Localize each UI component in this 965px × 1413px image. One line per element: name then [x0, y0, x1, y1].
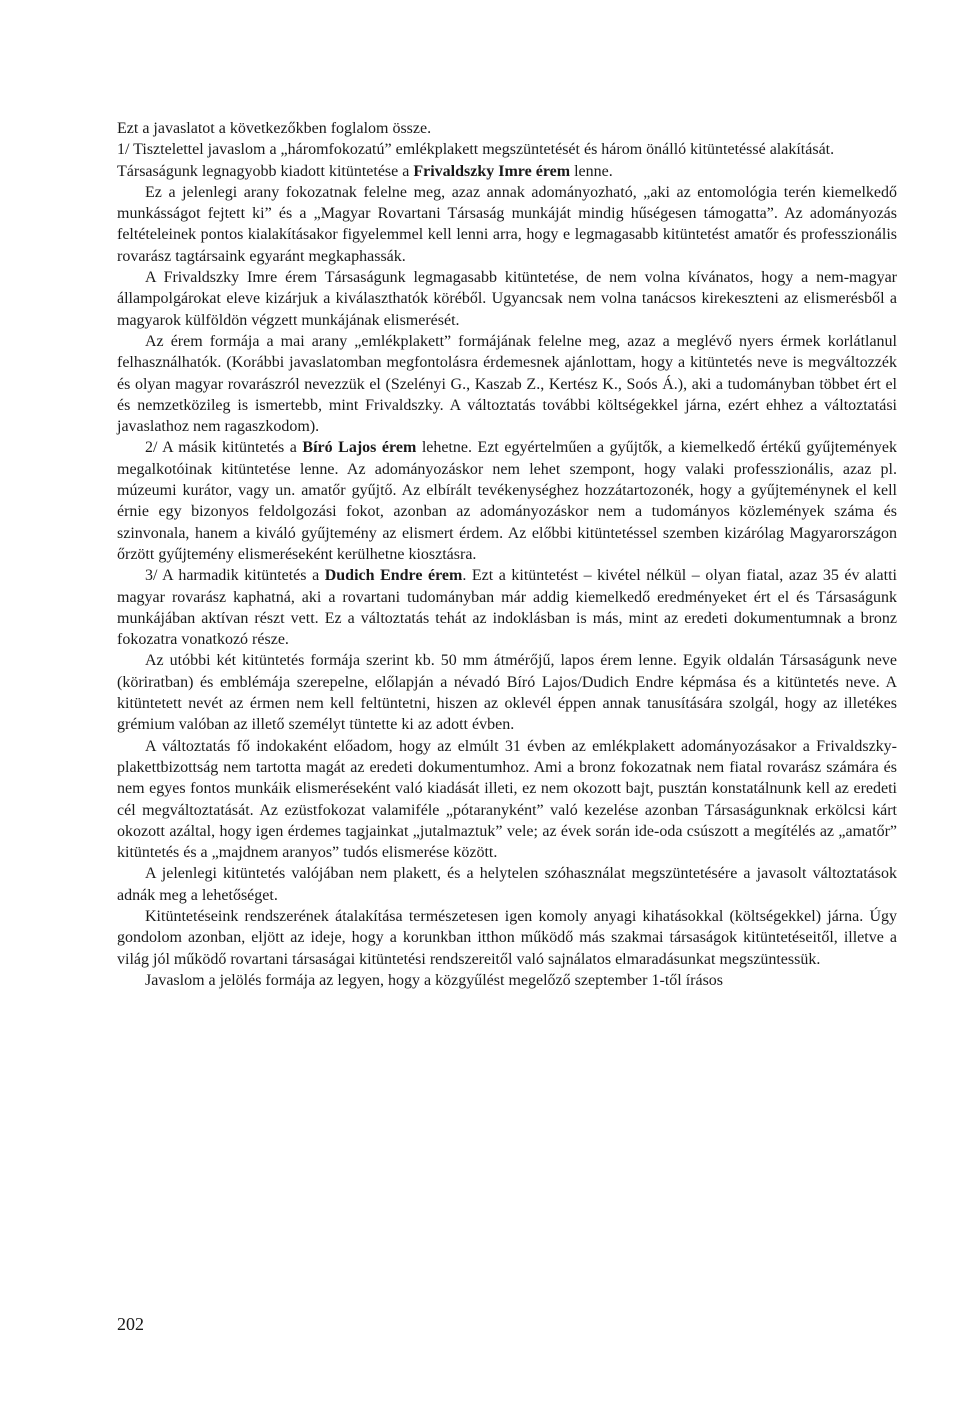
- text-run: Javaslom a jelölés formája az legyen, hogy a közgyűlést megelőző szeptember 1-től írásos: [145, 971, 724, 989]
- paragraph: [117, 267, 897, 331]
- text-run: lenne.: [570, 162, 613, 180]
- paragraph: [117, 906, 897, 970]
- bold-term: Dudich Endre érem: [324, 567, 463, 585]
- text-run: lehetne. Ezt egyértelműen a gyűjtők, a kiemelkedő értékű gyűjtemények megalkotóinak kitüntetése lenne. Az adományozáskor nem lehet szempont, hogy valaki professzionális, azaz pl. múzeumi kurátor, vagy un. amatőr gyűjtő. Az elbírált tevékenységhez hozzátartozonék, hogy a gyűjteménynek el kell érnie egy bizonyos feldolgozási fokot, azonban az adományozáskor nem a tudományos közlemények száma és szinvonala, hanem a kiváló gyűjtemény az elismert érdem. Az előbbi kitüntetéssel szemben kizárólag Magyarországon őrzött gyűjtemény elismeréseként kerülhetne kiosztásra.: [117, 439, 897, 563]
- bold-term: Bíró Lajos érem: [302, 439, 417, 457]
- text-run: Ez a jelenlegi arany fokozatnak felelne meg, azaz annak adományozható, „aki az entomológia terén kiemelkedő munkásságot fejtett ki” és a „Magyar Rovartani Társaság munkáját mindig hűségesen támogatta”. Az adományozás feltételeinek pontos kialakításakor figyelemmel kell lenni arra, hogy e legmagasabb kitüntetést amatőr és professzionális rovarász tagtársaink egyaránt megkaphassák.: [117, 183, 897, 265]
- paragraph: [117, 565, 897, 650]
- paragraph: [117, 118, 897, 139]
- text-run: A jelenlegi kitüntetés valójában nem plakett, és a helytelen szóhasználat megszüntetésére a javasolt változtatások adnák meg a lehetőséget.: [117, 865, 897, 904]
- text-run: Az érem formája a mai arany „emlékplakett” formájának felelne meg, azaz a meglévő nyers érmek korlátlanul felhasználhatók. (Korábbi javaslatomban megfontolásra érdemesnek ajánlottam, hogy a kitüntetés neve is megváltozzék és olyan magyar rovarászról nevezzük el (Szelényi G., Kaszab Z., Kertész K., Soós Á.), aki a tudományban többet ért el és nemzetközileg is ismertebb, mint Frivaldszky. A változtatás további költségekkel járna, ezért ehhez a változtatási javaslathoz nem ragaszkodom).: [117, 332, 897, 436]
- paragraph: [117, 331, 897, 437]
- paragraph: [117, 970, 897, 991]
- text-run: Társaságunk legnagyobb kiadott kitüntetése a: [117, 162, 414, 180]
- text-run: Ezt a javaslatot a következőkben foglalom össze.: [117, 120, 432, 137]
- paragraph: [117, 650, 897, 735]
- text-run: 3/ A harmadik kitüntetés a: [145, 567, 325, 585]
- paragraph: [117, 736, 897, 864]
- paragraph: [117, 863, 897, 906]
- paragraph: [117, 139, 897, 160]
- text-run: Kitüntetéseink rendszerének átalakítása természetesen igen komoly anyagi kihatásokkal (költségekkel) járna. Úgy gondolom azonban, eljött az ideje, hogy a korunkban itthon működő más szakmai társaságok kitüntetéseitől, illetve a világ jól működő rovartani társaságai kitüntetési rendszereitől való sajnálatos elmaradásunkat megszüntessük.: [117, 907, 897, 968]
- paragraph: [117, 161, 897, 182]
- paragraph: [117, 437, 897, 565]
- page-number: 202: [117, 1314, 144, 1334]
- paragraph: [117, 182, 897, 267]
- bold-term: Frivaldszky Imre érem: [413, 162, 571, 180]
- text-run: A Frivaldszky Imre érem Társaságunk legmagasabb kitüntetése, de nem volna kívánatos, hogy a nem-magyar állampolgárokat eleve kizárjuk a kiválaszthatók köréből. Ugyancsak nem volna tanácsos kirekeszteni az elismerésből a magyarok külföldön végzett munkájának elismerését.: [117, 269, 897, 329]
- text-run: 1/ Tisztelettel javaslom a „háromfokozatú” emlékplakett megszüntetését és három önálló kitüntetéssé alakítását.: [117, 141, 835, 159]
- article-body: [117, 118, 897, 991]
- text-run: Az utóbbi két kitüntetés formája szerint kb. 50 mm átmérőjű, lapos érem lenne. Egyik oldalán Társaságunk neve (köriratban) és emblémája szerepelne, előlapján a névadó Bíró Lajos/Dudich Endre képmása és a kitüntetés neve. A kitüntetett nevét az érmen nem kell feltüntetni, hiszen az oklevél éppen annak tanusítására szolgál, hogy az illetékes grémium valóban az illető személyt tüntette ki az adott évben.: [117, 652, 897, 734]
- text-run: A változtatás fő indokaként előadom, hogy az elmúlt 31 évben az emlékplakett adományozásakor a Frivaldszky-plakettbizottság nem tartotta magát az eredeti dokumentumhoz. Ami a bronz fokozatnak nem fiatal rovarász számára és nem egyes fontos munkáik elismeréseként való kiadását illeti, ez nem okozott bajt, pusztán konstatálnunk kell az eredeti cél megváltoztatását. Az ezüstfokozat valamiféle „pótaranyként” való kezelése azonban Társaságunknak erkölcsi kárt okozott azáltal, hogy igen érdemes tagjainkat „jutalmaztuk” vele; az évek során ide-oda csúszott a megítélés az „amatőr” kitüntetés és a „majdnem aranyos” tudós elismerése között.: [117, 737, 897, 862]
- text-run: . Ezt a kitüntetést – kivétel nélkül – olyan fiatal, azaz 35 év alatti magyar rovarász kaphatná, aki a rovartani tudományban már addig kiemelkedő eredményeket ért el és Társaságunk munkájában aktívan részt vett. Ez a változtatás tehát az indoklásban is más, mint az eredeti dokumentumnak a bronz fokozatra vonatkozó része.: [117, 567, 897, 649]
- text-run: 2/ A másik kitüntetés a: [145, 439, 303, 457]
